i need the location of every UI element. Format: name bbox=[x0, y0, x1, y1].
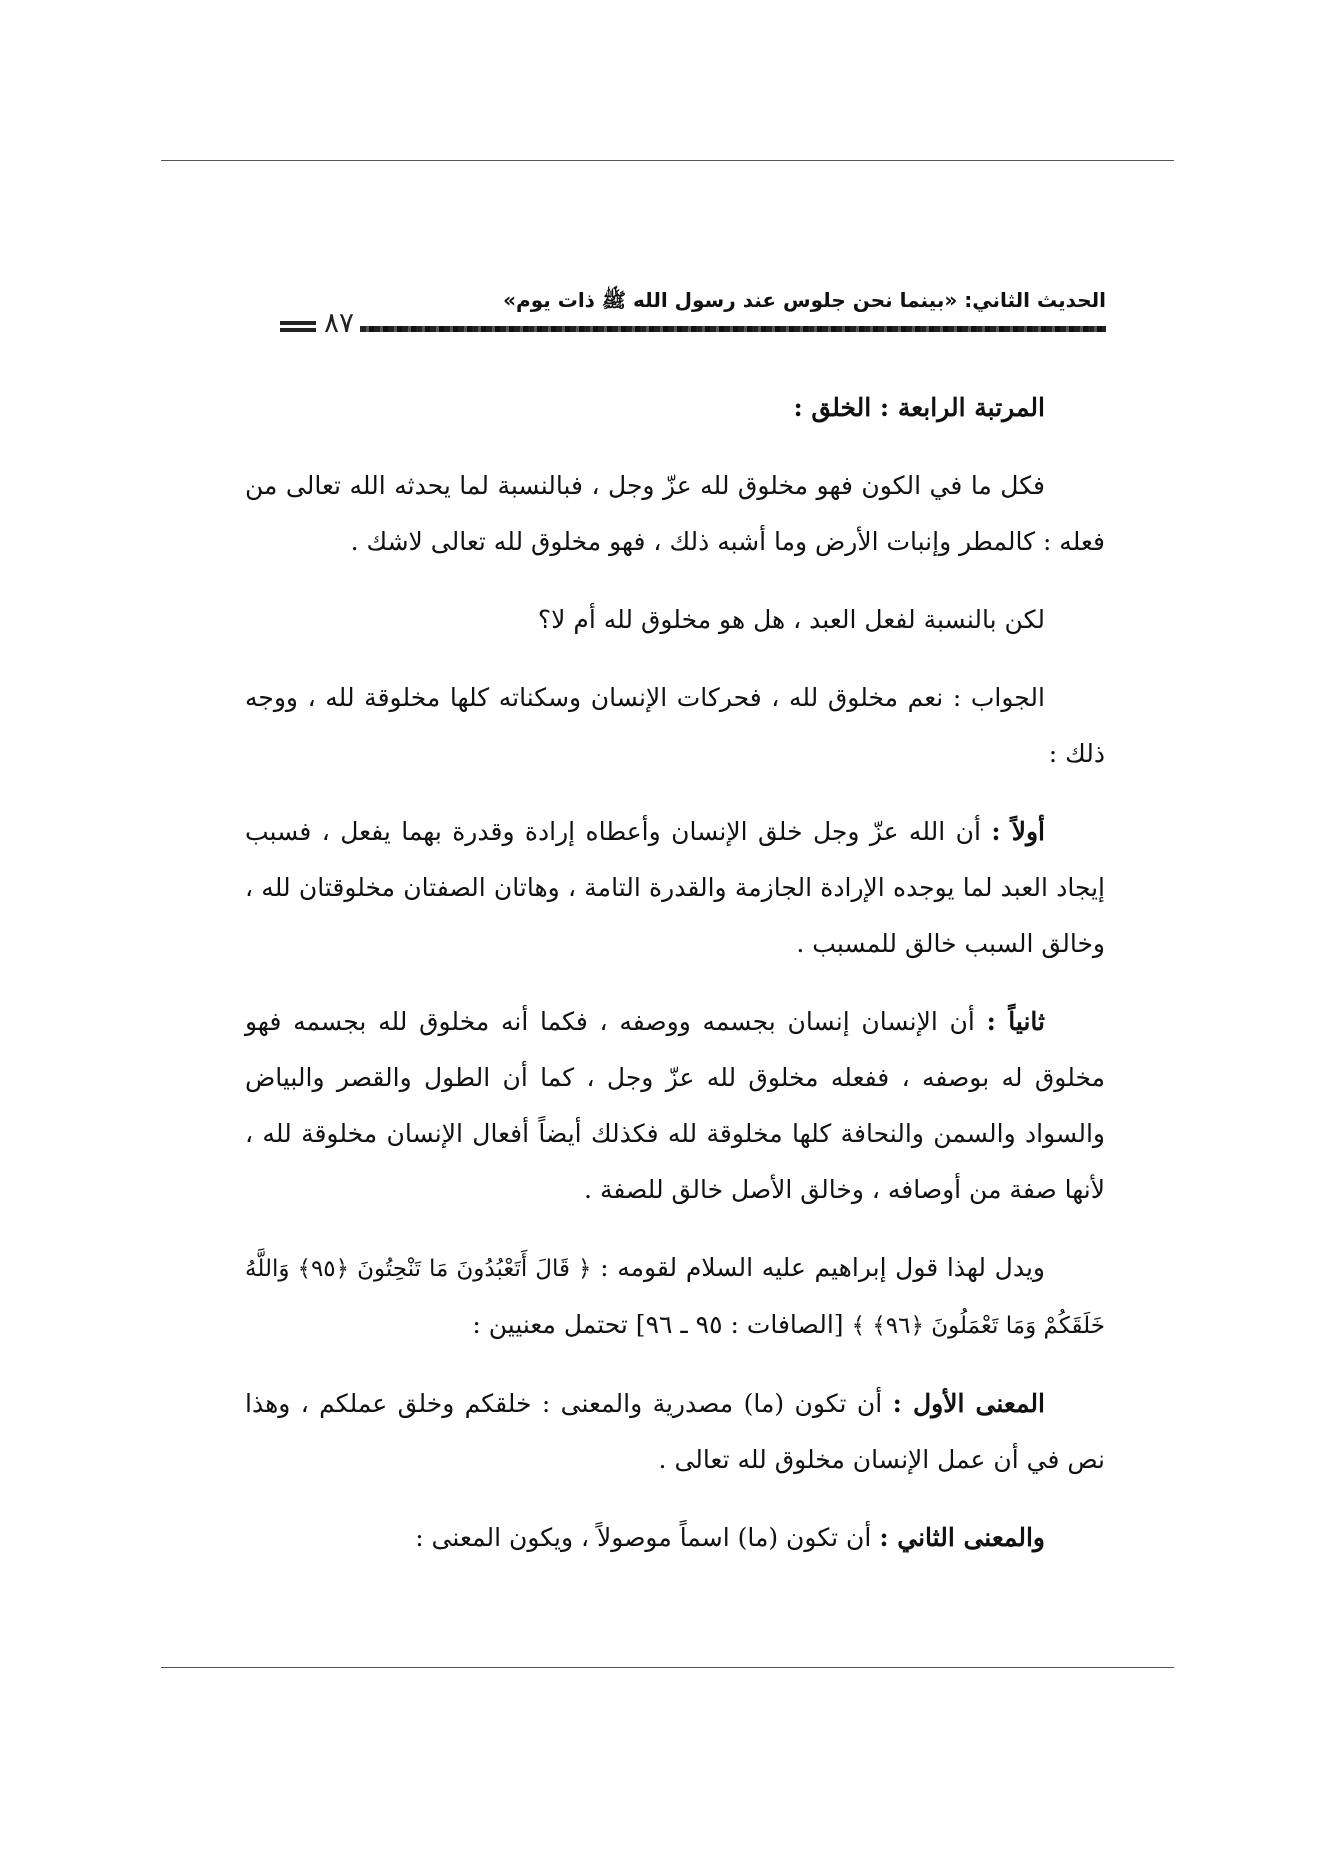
paragraph-8-text: أن تكون (ما) اسماً موصولاً ، ويكون المعنى : bbox=[415, 1523, 872, 1552]
header-title: الحديث الثاني: «بينما نحن جلوس عند رسول الله ﷺ ذات يوم» bbox=[503, 288, 1106, 312]
paragraph-2: لكن بالنسبة لفعل العبد ، هل هو مخلوق لله أم لا؟ bbox=[537, 605, 1045, 634]
paragraph-4-label: أولاً : bbox=[991, 817, 1045, 846]
page-number: ٨٧ bbox=[324, 306, 355, 339]
paragraph-4 bbox=[245, 804, 1105, 972]
paragraph-3: الجواب : نعم مخلوق لله ، فحركات الإنسان وسكناته كلها مخلوقة لله ، ووجه ذلك : bbox=[245, 683, 1105, 768]
quran-verse: ﴿ قَالَ أَتَعْبُدُونَ مَا تَنْحِتُونَ ﴿٩٥﴾ وَاللَّهُ خَلَقَكُمْ وَمَا تَعْمَلُونَ ﴿٩٦﴾ ﴾ bbox=[245, 1256, 1105, 1339]
paragraph-6-end: [الصافات : ٩٥ ـ ٩٦] تحتمل معنيين : bbox=[472, 1310, 844, 1339]
page-content bbox=[245, 380, 1105, 1588]
paragraph-7 bbox=[245, 1376, 1105, 1488]
paragraph-5-text: أن الإنسان إنسان بجسمه ووصفه ، فكما أنه مخلوق لله بجسمه فهو مخلوق له بوصفه ، ففعله مخلوق لله عزّ وجل ، كما أن الطول والقصر والبياض والسواد والسمن والنحافة كلها مخلوقة لله فكذلك أيضاً أفعال الإنسان مخلوقة لله ، لأنها صفة من أوصافه ، وخالق الأصل خالق للصفة . bbox=[245, 1007, 1105, 1204]
header-bar bbox=[360, 326, 1106, 332]
top-rule bbox=[161, 160, 1174, 161]
paragraph-7-label: المعنى الأول : bbox=[892, 1389, 1045, 1418]
paragraph-5 bbox=[245, 994, 1105, 1218]
paragraph-4-text: أن الله عزّ وجل خلق الإنسان وأعطاه إرادة وقدرة بهما يفعل ، فسبب إيجاد العبد لما يوجده الإرادة الجازمة والقدرة التامة ، وهاتان الصفتان مخلوقتان لله ، وخالق السبب خالق للمسبب . bbox=[245, 817, 1105, 958]
paragraph-8-label: والمعنى الثاني : bbox=[879, 1523, 1045, 1552]
paragraph-7-text: أن تكون (ما) مصدرية والمعنى : خلقكم وخلق عملكم ، وهذا نص في أن عمل الإنسان مخلوق لله تعالى . bbox=[245, 1389, 1105, 1474]
running-header bbox=[240, 288, 1106, 348]
paragraph-1: فكل ما في الكون فهو مخلوق لله عزّ وجل ، فبالنسبة لما يحدثه الله تعالى من فعله : كالمطر وإنبات الأرض وما أشبه ذلك ، فهو مخلوق لله تعالى لاشك . bbox=[245, 471, 1105, 556]
header-marks bbox=[280, 321, 316, 333]
paragraph-8 bbox=[245, 1510, 1105, 1566]
paragraph-5-label: ثانياً : bbox=[986, 1007, 1045, 1036]
section-heading: المرتبة الرابعة : الخلق : bbox=[793, 393, 1045, 422]
bottom-rule bbox=[161, 1667, 1174, 1668]
paragraph-6-intro: ويدل لهذا قول إبراهيم عليه السلام لقومه : bbox=[600, 1253, 1045, 1282]
paragraph-6 bbox=[245, 1240, 1105, 1354]
